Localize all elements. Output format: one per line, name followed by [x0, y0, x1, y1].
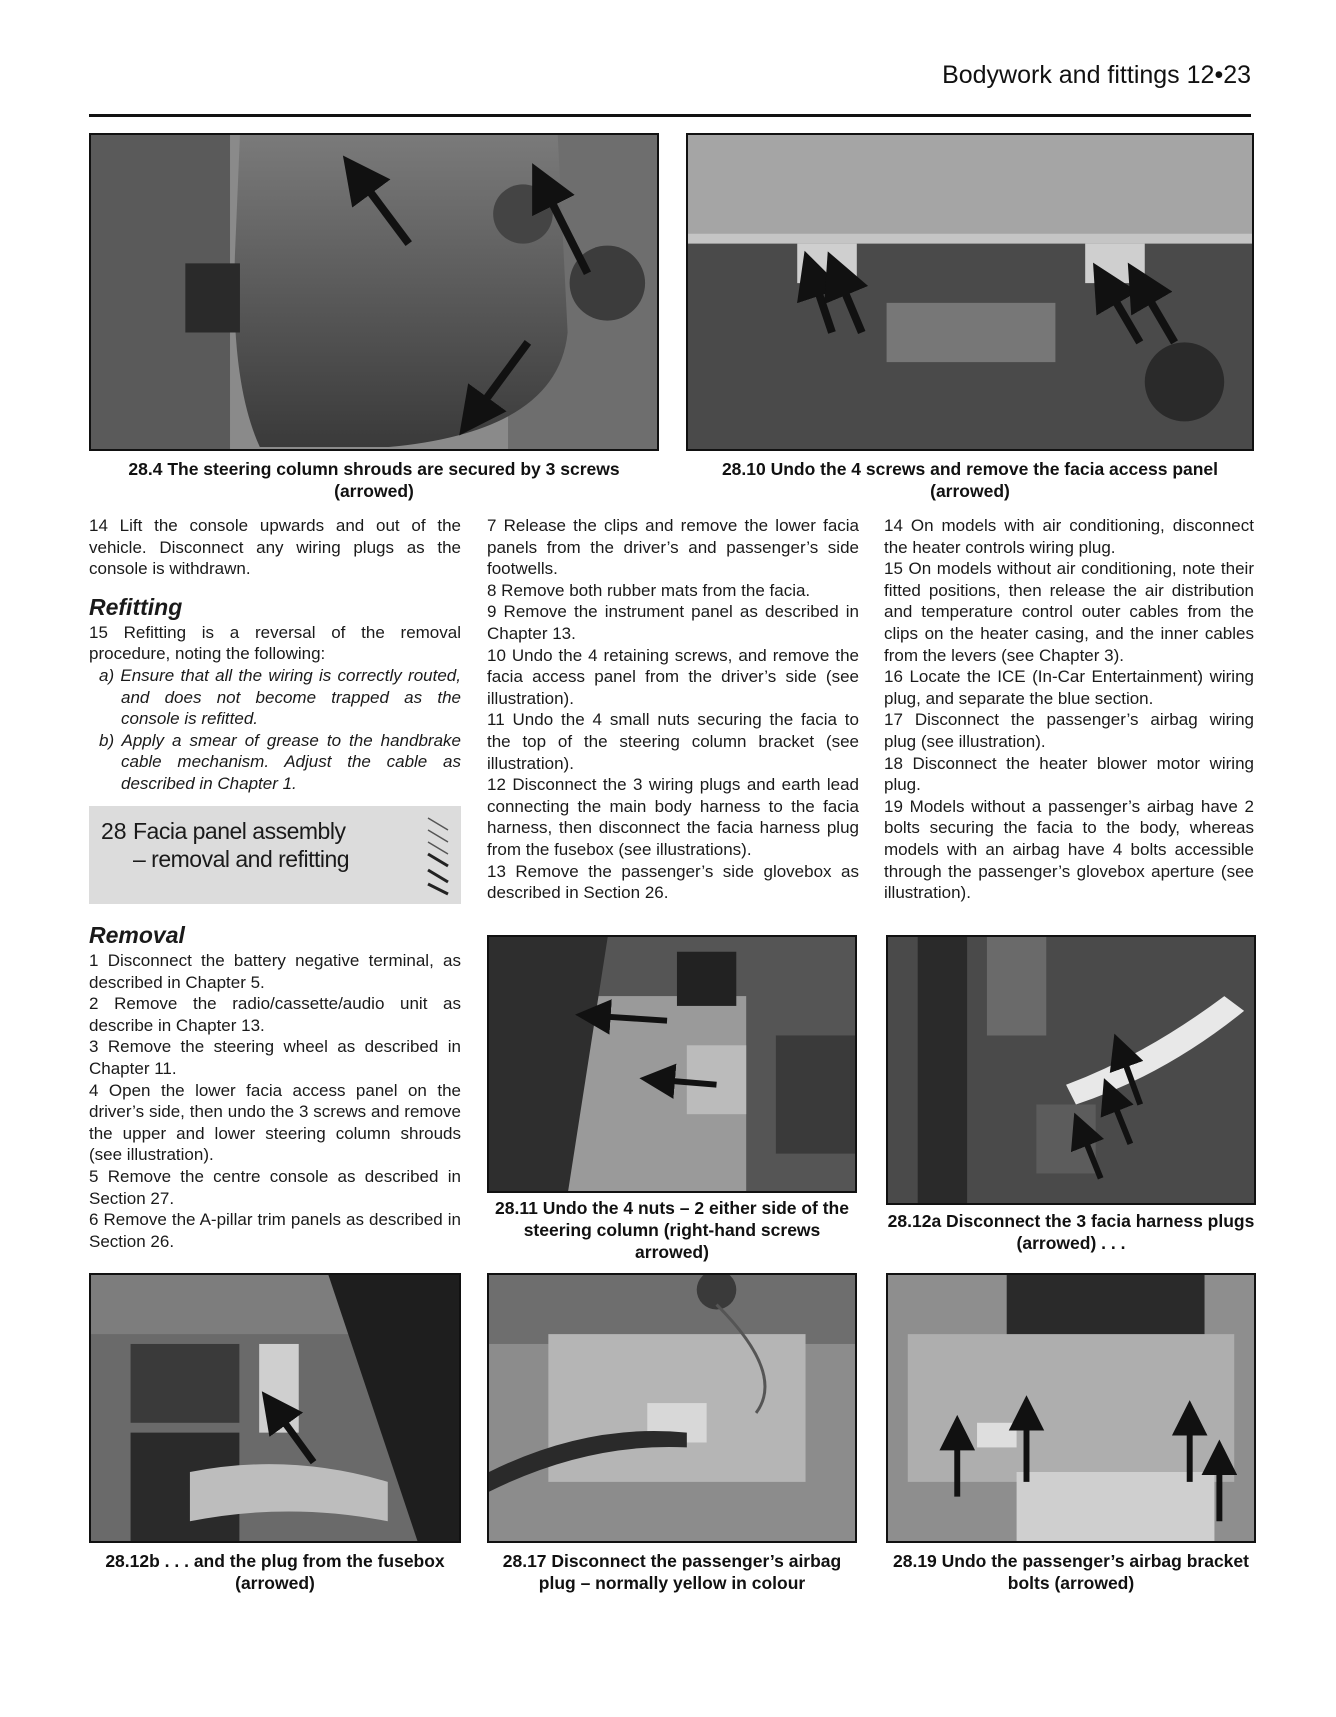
- paragraph-18: 18 Disconnect the heater blower motor wiring plug.: [884, 753, 1254, 795]
- caption-28-10: 28.10 Undo the 4 screws and remove the facia access panel (arrowed): [721, 459, 1219, 501]
- photo-28-12b: [89, 1273, 461, 1543]
- paragraph-11: 11 Undo the 4 small nuts securing the facia to the top of the steering column bracket (see illustration).: [487, 710, 859, 773]
- photo-28-4: [89, 133, 659, 451]
- refitting-heading: Refitting: [89, 593, 183, 620]
- paragraph-1: 1 Disconnect the battery negative terminal, as described in Chapter 5.: [89, 951, 461, 992]
- caption-28-12b: 28.12b . . . and the plug from the fusebox (arrowed): [105, 1551, 445, 1593]
- paragraph-5: 5 Remove the centre console as described in Section 27.: [89, 1166, 461, 1208]
- caption-28-12a: 28.12a Disconnect the 3 facia harness plugs (arrowed) . . .: [887, 1211, 1255, 1253]
- column-2: [487, 515, 859, 904]
- paragraph-6: 6 Remove the A-pillar trim panels as described in Section 26.: [89, 1210, 461, 1251]
- section-28-heading-box: [89, 806, 461, 904]
- paragraph-13: 13 Remove the passenger’s side glovebox as described in Section 26.: [487, 861, 859, 903]
- section-title: Facia panel assembly: [133, 818, 346, 844]
- caption-28-4: 28.4 The steering column shrouds are secured by 3 screws (arrowed): [128, 459, 620, 501]
- section-subtitle: – removal and refitting: [133, 846, 350, 872]
- paragraph-10: 10 Undo the 4 retaining screws, and remove the facia access panel from the driver’s side (see illustration).: [487, 645, 859, 708]
- caption-28-19: 28.19 Undo the passenger’s airbag bracket bolts (arrowed): [893, 1551, 1249, 1593]
- paragraph-14-console: 14 Lift the console upwards and out of the vehicle. Disconnect any wiring plugs as the console is withdrawn.: [89, 516, 461, 579]
- paragraph-12: 12 Disconnect the 3 wiring plugs and earth lead connecting the main body harness to the facia harness, then disconnect the facia harness plug from the fusebox (see illustrations).: [487, 775, 859, 859]
- paragraph-15-no-aircon: 15 On models without air conditioning, note their fitted positions, then release the air distribution and temperature control outer cables from the clips on the heater casing, and the inner cables from the levers (see Chapter 3).: [884, 559, 1254, 665]
- column-1: [89, 515, 461, 795]
- photo-28-17: [487, 1273, 857, 1543]
- running-header: Bodywork and fittings 12•23: [942, 61, 1251, 89]
- page-header: [89, 58, 1251, 117]
- paragraph-15-refitting: 15 Refitting is a reversal of the removal procedure, noting the following:: [89, 622, 461, 664]
- difficulty-spanner-icon: [423, 814, 453, 896]
- photo-28-11: [487, 935, 857, 1193]
- caption-28-17: 28.17 Disconnect the passenger’s airbag plug – normally yellow in colour: [502, 1551, 842, 1593]
- section-number: 28: [101, 818, 127, 844]
- paragraph-16: 16 Locate the ICE (In-Car Entertainment) wiring plug, and separate the blue section.: [884, 667, 1254, 708]
- paragraph-8: 8 Remove both rubber mats from the facia.: [487, 580, 811, 600]
- paragraph-3: 3 Remove the steering wheel as described in Chapter 11.: [89, 1037, 461, 1078]
- removal-heading: Removal: [89, 922, 185, 948]
- caption-28-11: 28.11 Undo the 4 nuts – 2 either side of the steering column (right-hand screws arrowed): [495, 1198, 849, 1262]
- paragraph-2: 2 Remove the radio/cassette/audio unit as describe in Chapter 13.: [89, 994, 461, 1035]
- photo-28-10: [686, 133, 1254, 451]
- column-3: [884, 515, 1254, 904]
- photo-28-12a: [886, 935, 1256, 1205]
- paragraph-17: 17 Disconnect the passenger’s airbag wiring plug (see illustration).: [884, 710, 1254, 751]
- paragraph-14-aircon: 14 On models with air conditioning, disconnect the heater controls wiring plug.: [884, 516, 1254, 557]
- paragraph-15a: a) Ensure that all the wiring is correctly routed, and does not become trapped as the console is refitted.: [99, 665, 461, 729]
- paragraph-4: 4 Open the lower facia access panel on the driver’s side, then undo the 3 screws and remove the upper and lower steering column shrouds (see illustration).: [89, 1080, 461, 1165]
- paragraph-7: 7 Release the clips and remove the lower facia panels from the driver’s and passenger’s side footwells.: [487, 516, 859, 579]
- column-1-removal: [89, 920, 461, 1252]
- paragraph-19: 19 Models without a passenger’s airbag have 2 bolts securing the facia to the body, whereas models with an airbag have 4 bolts accessible through the passenger’s glovebox aperture (see illustration).: [884, 796, 1254, 903]
- photo-28-19: [886, 1273, 1256, 1543]
- paragraph-9: 9 Remove the instrument panel as described in Chapter 13.: [487, 602, 859, 643]
- paragraph-15b: b) Apply a smear of grease to the handbrake cable mechanism. Adjust the cable as described in Chapter 1.: [99, 730, 461, 793]
